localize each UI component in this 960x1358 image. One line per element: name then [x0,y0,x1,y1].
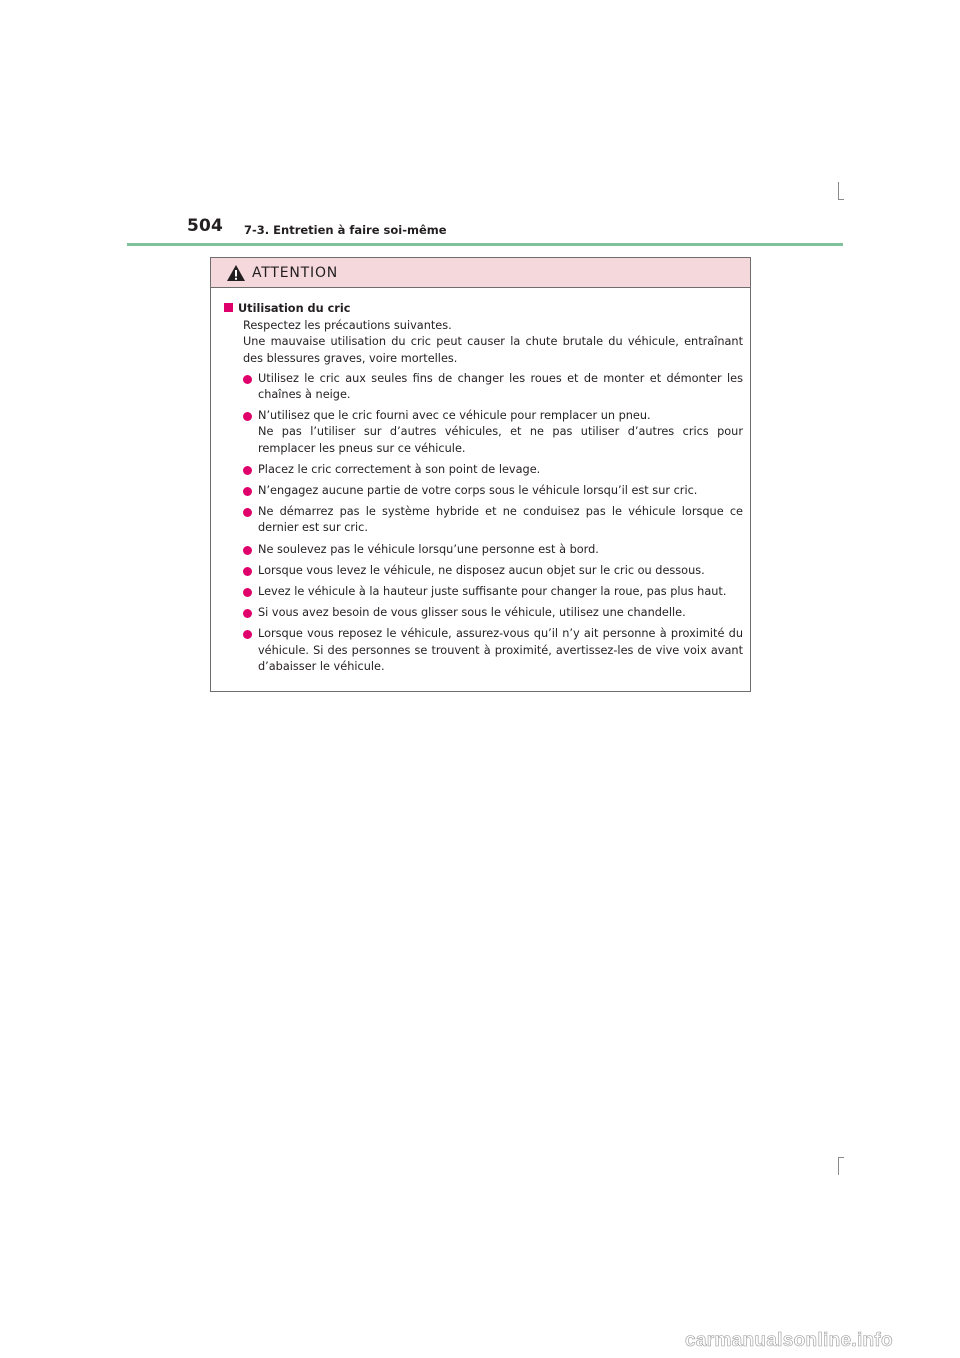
list-item-text: Ne pas l’utiliser sur d’autres véhicules, et ne pas utiliser d’autres crics pour remplacer les pneus sur ce véhicule. [258,425,743,455]
attention-box [210,257,751,692]
list-item-text: Ne soulevez pas le véhicule lorsqu’une personne est à bord. [258,542,599,556]
bullet-dot-icon [243,466,252,475]
bullet-dot-icon [243,567,252,576]
topic-heading [224,301,743,317]
bullet-dot-icon [243,609,252,618]
watermark-logo: carmanualsonline.info [685,1330,893,1351]
header-divider [127,243,843,246]
attention-header [211,258,750,288]
intro-text [224,318,743,367]
list-item [224,371,743,403]
list-item-text: N’engagez aucune partie de votre corps sous le véhicule lorsqu’il est sur cric. [258,484,698,498]
crop-mark-top-right [838,182,844,200]
bullet-dot-icon [243,508,252,517]
list-item [224,605,743,621]
page-number: 504 [187,216,224,236]
list-item [224,626,743,675]
list-item-text: Lorsque vous reposez le véhicule, assurez-vous qu’il n’y ait personne à proximité du véhicule. Si des personnes se trouvent à proximité, avertissez-les de vive voix avant d’abaisser le véhicule. [258,627,743,673]
list-item-text: Levez le véhicule à la hauteur juste suffisante pour changer la roue, pas plus haut. [258,585,727,599]
list-item [224,483,743,499]
list-item-text: Placez le cric correctement à son point de levage. [258,462,541,476]
list-item-text: N’utilisez que le cric fourni avec ce véhicule pour remplacer un pneu. [258,409,651,423]
intro-line: Une mauvaise utilisation du cric peut causer la chute brutale du véhicule, entraînant des blessures graves, voire mortelles. [243,335,743,365]
list-item [224,504,743,536]
bullet-dot-icon [243,375,252,384]
list-item-text: Lorsque vous levez le véhicule, ne disposez aucun objet sur le cric ou dessous. [258,563,705,577]
section-title: 7-3. Entretien à faire soi-même [244,223,447,237]
list-item [224,462,743,478]
bullet-dot-icon [243,588,252,597]
attention-label: ATTENTION [252,264,339,281]
bullet-dot-icon [243,487,252,496]
attention-body [211,288,750,675]
warning-triangle-icon [226,264,246,282]
list-item-text: Utilisez le cric aux seules fins de changer les roues et de monter et démonter les chaînes à neige. [258,371,743,402]
topic-title: Utilisation du cric [238,302,351,315]
bullet-dot-icon [243,412,252,421]
square-bullet-icon [224,303,233,312]
list-item [224,584,743,600]
list-item [224,408,743,457]
list-item [224,542,743,558]
bullet-dot-icon [243,546,252,555]
list-item [224,563,743,579]
bullet-dot-icon [243,630,252,639]
list-item-text: Si vous avez besoin de vous glisser sous le véhicule, utilisez une chandelle. [258,606,686,620]
crop-mark-bottom-right [838,1157,844,1175]
list-item-text: Ne démarrez pas le système hybride et ne conduisez pas le véhicule lorsque ce dernier est sur cric. [258,505,743,535]
intro-line: Respectez les précautions suivantes. [243,319,452,333]
